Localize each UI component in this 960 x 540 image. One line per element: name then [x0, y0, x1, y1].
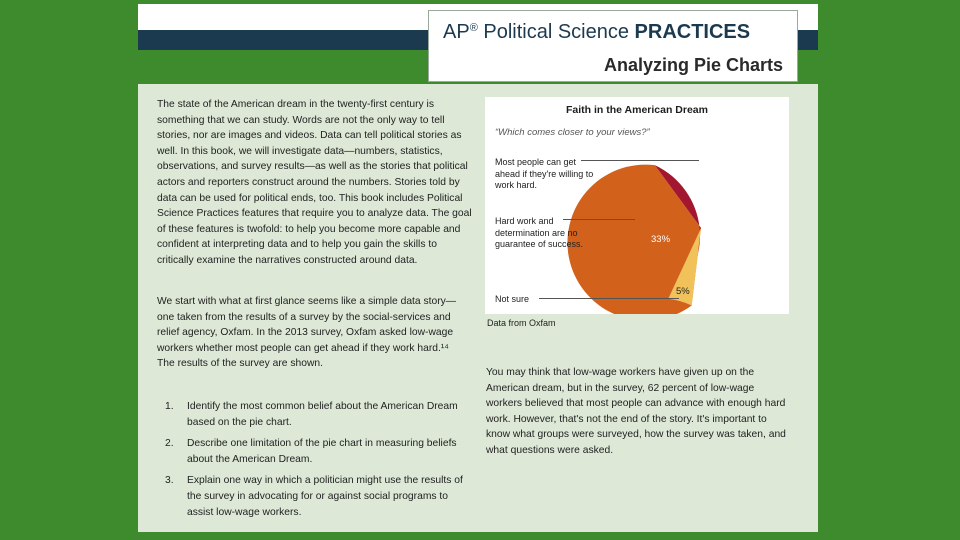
closing-paragraph: You may think that low-wage workers have given up on the American dream, but in the survey, 62 percent of low-wage workers believed that most people can advance with enough hard work. However, that's not the end of the story. It's important to know what groups were surveyed, how the survey was taken, and what questions were asked. — [486, 367, 786, 456]
leader-line — [563, 219, 635, 220]
textbook-page — [138, 4, 818, 532]
section-title — [443, 21, 750, 44]
registered-mark: ® — [469, 22, 478, 34]
slice-label-33: 33% — [651, 234, 671, 245]
chart-source: Data from Oxfam — [487, 318, 556, 328]
question-list — [157, 399, 477, 526]
title-middle: Political Science — [483, 21, 629, 43]
section-subtitle: Analyzing Pie Charts — [603, 55, 783, 75]
question-item — [157, 436, 477, 467]
question-number: 3. — [165, 475, 174, 487]
title-bold: PRACTICES — [634, 21, 751, 43]
question-item — [157, 473, 477, 520]
question-text: Describe one limitation of the pie chart in measuring beliefs about the American Dream. — [187, 438, 457, 465]
section-title-box — [428, 10, 798, 82]
leader-line — [539, 298, 679, 299]
chart-question: “Which comes closer to your views?” — [495, 127, 650, 138]
question-text: Identify the most common belief about the American Dream based on the pie chart. — [187, 401, 458, 428]
question-number: 2. — [165, 438, 174, 450]
chart-title: Faith in the American Dream — [566, 104, 708, 116]
question-item — [157, 399, 477, 430]
question-number: 1. — [165, 401, 174, 412]
legend-label-no-guarantee: Hard work and determination are no guarantee of success. — [495, 216, 584, 249]
intro-paragraph: The state of the American dream in the twenty-first century is something that we can study. Words are not the only way to tell stories, nor are images and videos. Data can tell political stories as well. In this book, we will investigate data—numbers, statistics, observations, and survey results—as well as the stories that political actors and reporters construct around the numbers. Stories told by data can be used for political ends, too. This book includes Political Science Practices features that require you to analyze data. The goal of these features is twofold: to help you become more capable and confident at interpreting data and to help you gain the skills to critically examine the narratives constructed around data. — [157, 99, 472, 266]
title-prefix: AP — [443, 21, 470, 43]
legend-label-work-hard: Most people can get ahead if they're willing to work hard. — [495, 157, 594, 190]
survey-paragraph: We start with what at first glance seems like a simple data story—one taken from the results of a survey by the social-services and relief agency, Oxfam. In the 2013 survey, Oxfam asked low-wage workers whether most people can get ahead if they work hard.¹⁴ The results of the survey are shown. — [157, 296, 457, 370]
leader-line — [581, 160, 699, 161]
question-text: Explain one way in which a politician might use the results of the survey in advocating for or against social programs to assist low-wage workers. — [187, 475, 463, 518]
slice-label-62: 62% — [732, 224, 752, 235]
legend-label-not-sure: Not sure — [495, 294, 530, 304]
pie-chart-panel — [485, 97, 789, 314]
pie-chart — [485, 97, 789, 314]
slice-label-5: 5% — [676, 286, 690, 297]
